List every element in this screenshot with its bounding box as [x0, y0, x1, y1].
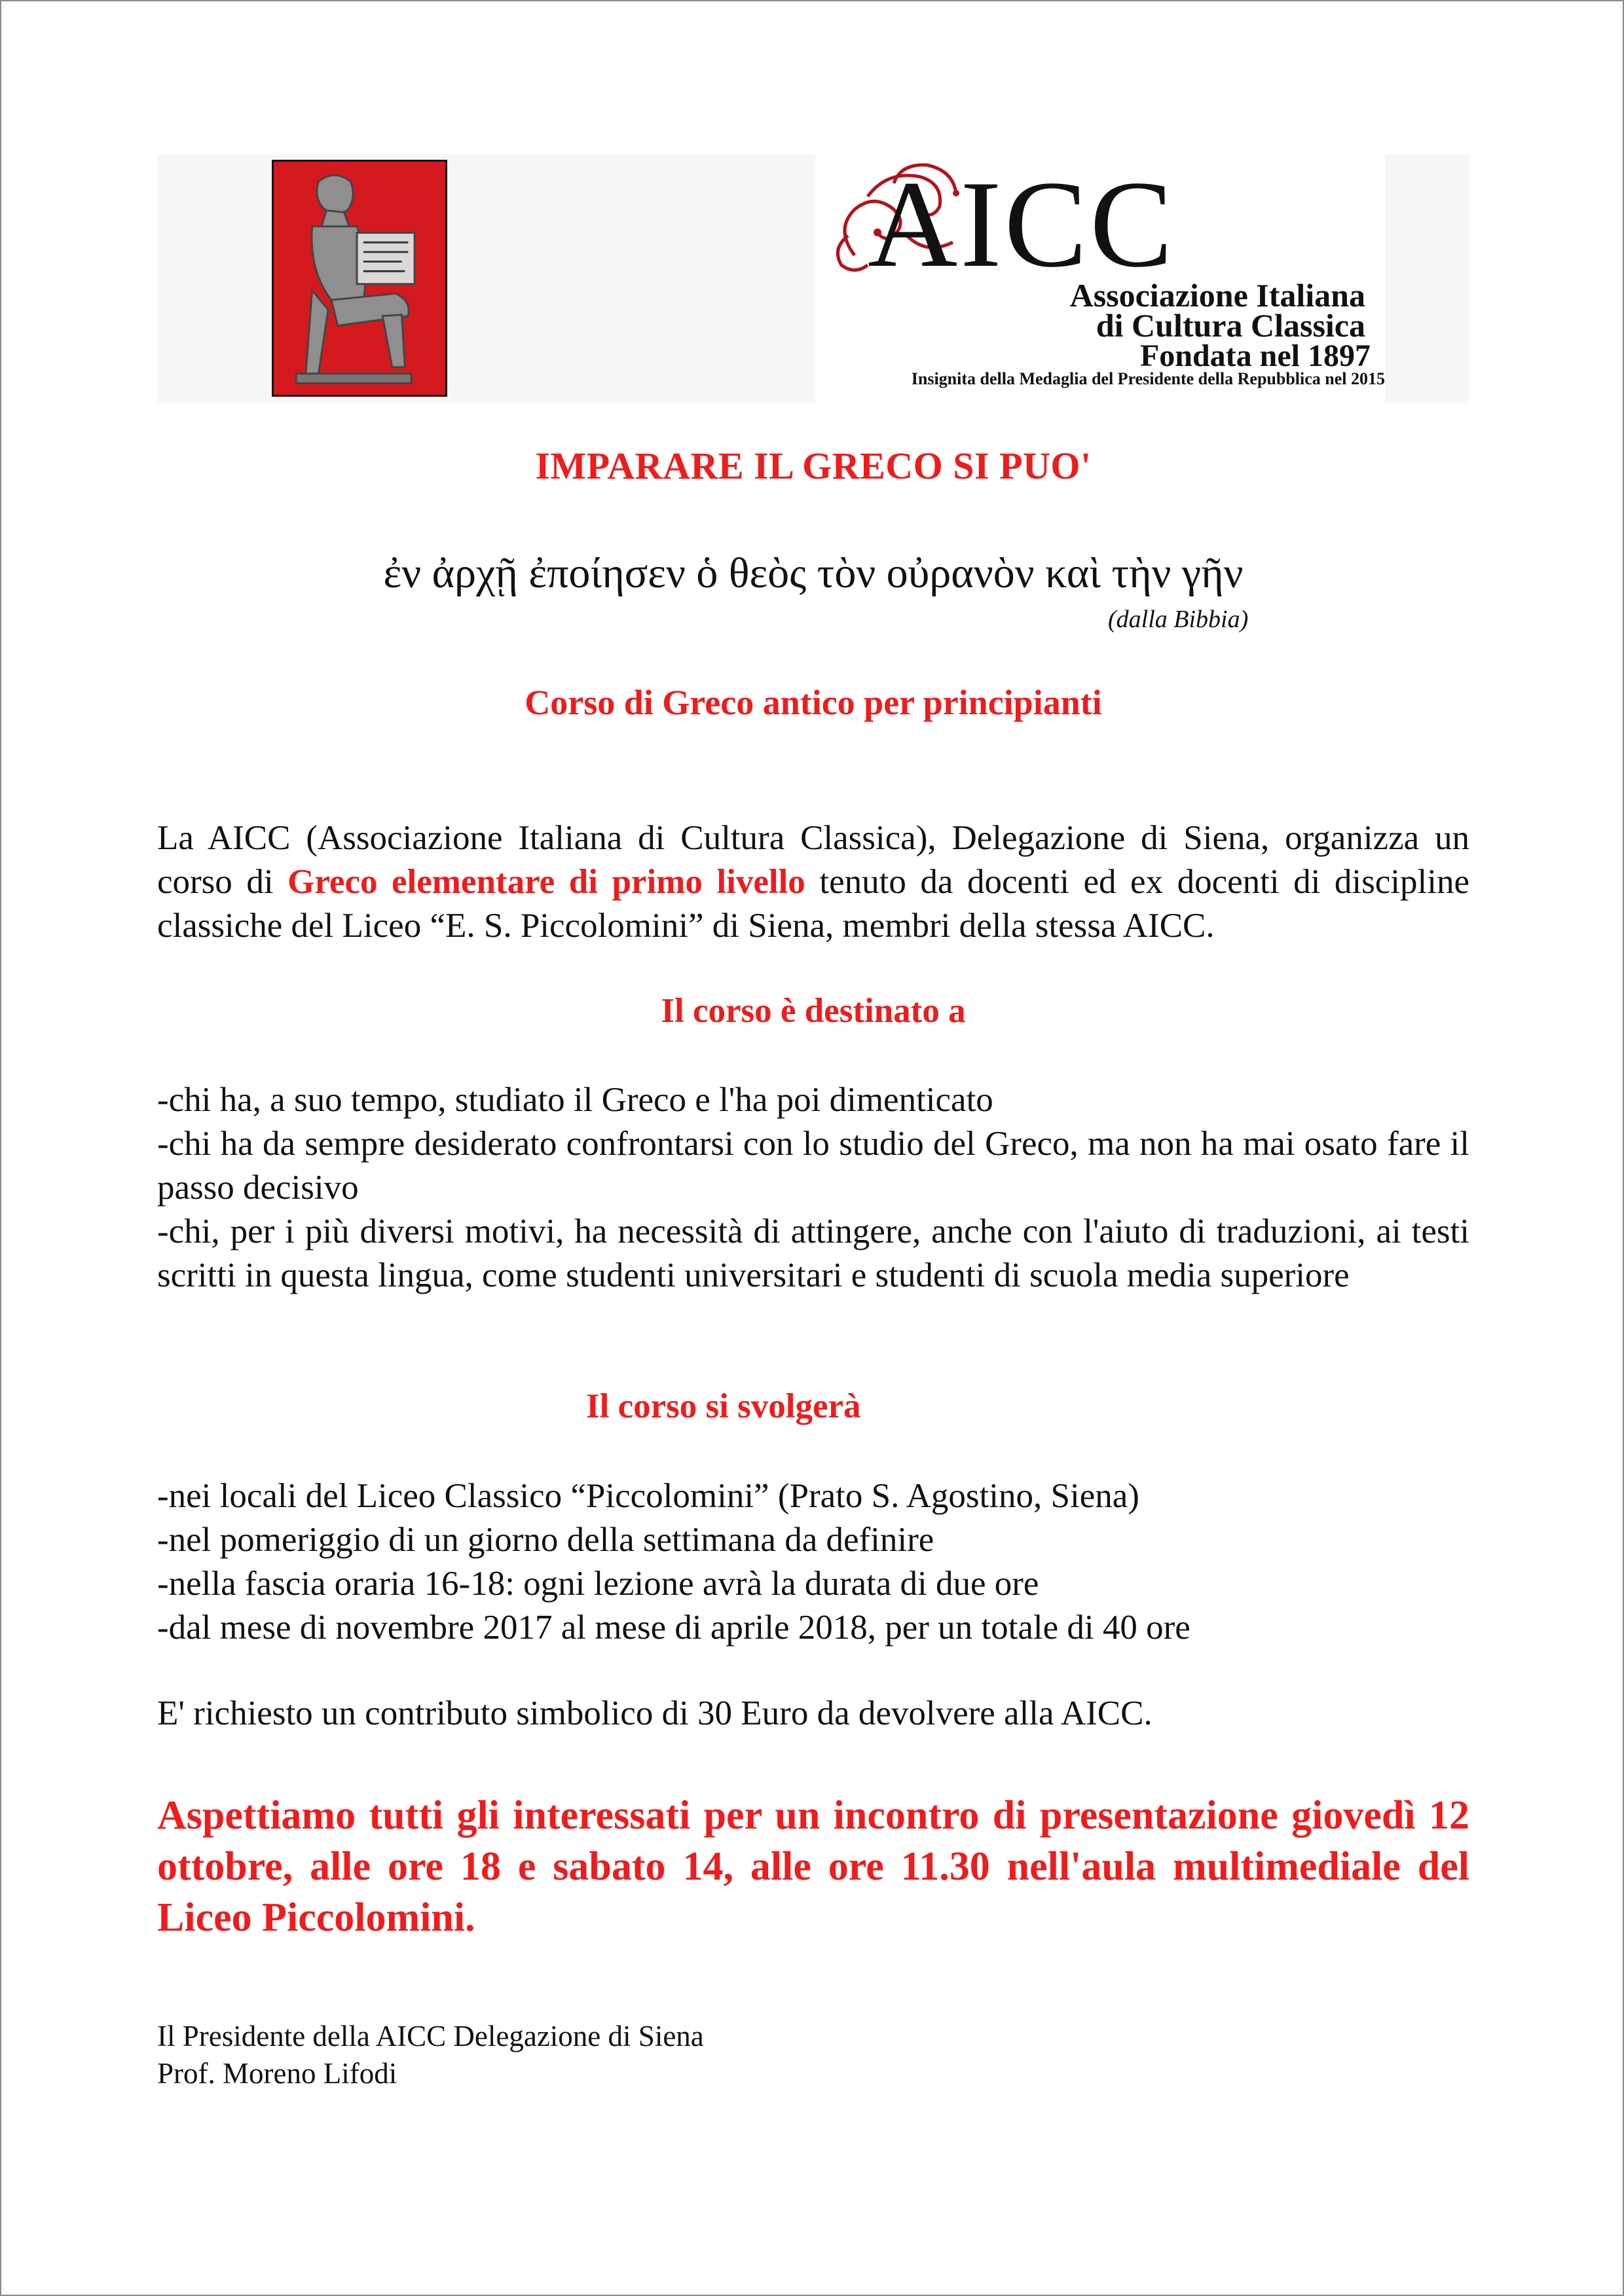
- founded-line: Fondata nel 1897: [1139, 338, 1371, 373]
- aicc-wordmark: AICC: [868, 156, 1175, 293]
- schedule-heading: Il corso si svolgerà: [586, 1387, 861, 1425]
- intro-highlight: Greco elementare di primo livello: [287, 863, 805, 901]
- scribe-logo: [272, 160, 447, 397]
- scribe-figure-icon: [274, 162, 445, 395]
- course-subtitle: Corso di Greco antico per principianti: [525, 683, 1102, 722]
- signature-title: Il Presidente della AICC Delegazione di Siena: [157, 2020, 704, 2052]
- medal-line: Insignita della Medaglia del Presidente della Repubblica nel 2015: [911, 369, 1385, 388]
- fee-note: E' richiesto un contributo simbolico di 30 Euro da devolvere alla AICC.: [157, 1694, 1153, 1732]
- letterhead: [157, 155, 1469, 403]
- list-item: -chi ha da sempre desiderato confrontarsi con lo studio del Greco, ma non ha mai osato fare il passo decisivo: [157, 1125, 1469, 1207]
- audience-heading: Il corso è destinato a: [661, 992, 966, 1030]
- org-name-line2: di Cultura Classica: [1096, 307, 1365, 344]
- intro-paragraph: [157, 816, 1469, 948]
- list-item: -nella fascia oraria 16-18: ogni lezione avrà la durata di due ore: [157, 1565, 1039, 1603]
- signature-name: Prof. Moreno Lifodi: [157, 2057, 397, 2090]
- list-item: -nel pomeriggio di un giorno della settimana da definire: [157, 1521, 934, 1559]
- list-item: -nei locali del Liceo Classico “Piccolomini” (Prato S. Agostino, Siena): [157, 1477, 1139, 1515]
- signature-block: [157, 2018, 704, 2092]
- list-item: -dal mese di novembre 2017 al mese di aprile 2018, per un totale di 40 ore: [157, 1609, 1190, 1647]
- greek-quote: ἐν ἀρχῇ ἐποίησεν ὁ θεὸς τὸν οὐρανὸν καὶ τὴν γῆν: [383, 549, 1244, 597]
- list-item: -chi, per i più diversi motivi, ha necessità di attingere, anche con l'aiuto di traduzioni, ai testi scritti in questa lingua, come studenti universitari e studenti di scuola media superiore: [157, 1212, 1469, 1294]
- page-title: IMPARARE IL GRECO SI PUO': [535, 445, 1092, 487]
- list-item: -chi ha, a suo tempo, studiato il Greco e l'ha poi dimenticato: [157, 1081, 993, 1119]
- intro-text-after: tenuto da docenti ed ex docenti di discipline classiche del Liceo “E. S. Piccolomini” di Siena, membri della stessa AICC.: [157, 863, 1470, 945]
- intro-text-before: La AICC (Associazione Italiana di Cultura Classica), Delegazione di Siena, organizza un corso di: [157, 819, 1469, 901]
- org-name-line1: Associazione Italiana: [1069, 277, 1365, 314]
- invitation-text: Aspettiamo tutti gli interessati per un incontro di presentazione giovedì 12 ottobre, alle ore 18 e sabato 14, alle ore 11.30 nell'aula multimediale del Liceo Piccolomini.: [157, 1793, 1469, 1940]
- schedule-list: [157, 1474, 1469, 1650]
- aicc-logo: [815, 155, 1385, 403]
- audience-list: [157, 1078, 1469, 1298]
- quote-source: (dalla Bibbia): [1108, 606, 1249, 633]
